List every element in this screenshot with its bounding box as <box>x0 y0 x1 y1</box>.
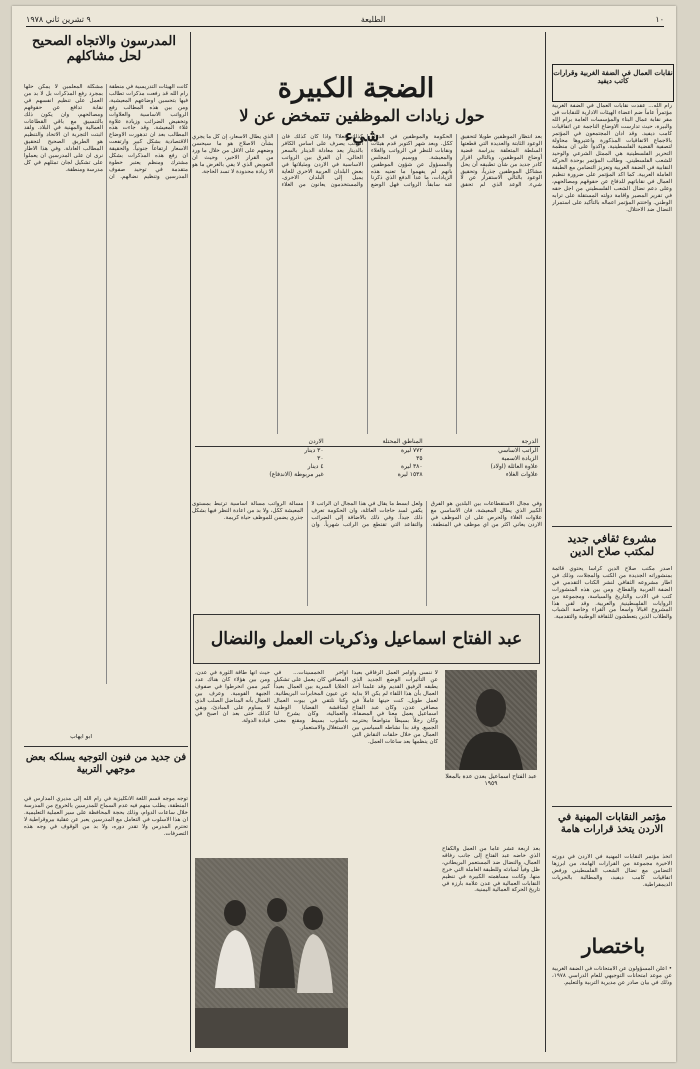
culture-column <box>552 566 672 801</box>
feature-col-2: اواخر الخمسينات... في المصافي كان يعمل على تشكيل الخلايا السرية بين العمال بعيداً عن عيون المخابرات البريطانية. وكنا نلتقي في بيوت العمال لمناقشة القضايا الوطنية والعمالية، وكان يشرح لنا بأسلوب بسيط ومقنع معنى الاستغلال والاستعمار. <box>274 670 348 732</box>
signature: ابو ايهاب <box>70 734 92 740</box>
art-column <box>24 796 188 1051</box>
table-row: الراتب الاساسي ٧٧٢ ليرة ٣٠ دينار <box>304 447 538 454</box>
portrait-figure-icon <box>445 670 537 770</box>
workers-box-title: نقابات العمال في الضفة الغربية وقرارات كاتب ديفيد <box>553 68 673 85</box>
feature-col-1b: بعد اربعة عشر عاماً من العمل والكفاح الذي خاضه عبد الفتاح إلى جانب رفاقه العمال، والنضال ضد المستعمر البريطاني، ظل وفياً لمبادئه وللطبقة العاملة التي خرج منها. وكانت مساهمته الكبيرة في تنظيم النقابات العمالية في عدن علامة بارزة في تاريخ الحركة العمالية اليمنية. <box>442 846 540 894</box>
portrait-photo <box>445 670 537 770</box>
art-body: توجه موجه قسم اللغة الانكليزية في رام الله إلى مديري المدارس في المنطقة، يطلب منهم فيه عدم السماح للمدرسين بالخروج من المدرسة خلال ساعات الدوام، وذلك بحجة المحافظة على سير العملية التعليمية. ان هذا الاسلوب في التعامل مع المدرسين يعبر عن عقلية بيروقراطية لا تحترم المدرس ولا تقدر دوره، ولا بد من الوقوف في وجه هذه التصرفات. <box>24 796 188 837</box>
column-rule <box>545 32 546 1052</box>
unions-conference-title: مؤتمر النقابات المهنية في الاردن يتخذ قرارات هامة <box>558 812 666 835</box>
feature-photo-column <box>442 670 540 840</box>
table-row: الزيادة الاسمية ٣٥ ٣٠ <box>317 455 538 462</box>
teachers-headline: المدرسون والاتجاه الصحيح لحل مشاكلهم <box>31 34 177 64</box>
briefly-title: باختصار <box>581 934 646 958</box>
main-article-body <box>192 134 542 434</box>
right-column-top <box>552 103 672 523</box>
briefly-body: • اعلن المسؤولون عن الامتحانات في الضفة الغربية عن موعد امتحانات التوجيهي للعام الدراسي ١٩٧٨، وذلك في بيان صادر عن مديرية التربية والتعليم. <box>552 966 672 987</box>
briefly-column <box>552 966 672 1036</box>
group-photo <box>195 858 348 1048</box>
page-number: ١٠ <box>655 14 664 24</box>
main-article-text-continued: وفي مجال الاستقطاعات بين البلدين هو الفرق الكبير الذي يطال المعيشة، فان الاساسي مع علاوات الغلاء والحرص على ان الموظف في الاردن يعاني اكثر من اي موظف في المنطقة. ولعل ابسط ما يقال في هذا المجال ان الراتب لا يكفي لسد حاجات العائلة، وان الحكومة تعرف ذلك جيداً. وفي ذلك بالاضافة إلى الضرائب والتقاعد التي تقتطع من الراتب شهرياً. وان مسألة الرواتب مسألة اساسية ترتبط بمستوى المعيشة ككل، ولا بد من اعادة النظر فيها بشكل جذري يضمن للموظف حياة كريمة. <box>192 501 542 528</box>
group-photo-figures-icon <box>195 858 348 1048</box>
culture-project-title: مشروع ثقافي جديد لمكتب صلاح الدين <box>567 532 657 558</box>
culture-body: اصدر مكتب صلاح الدين كراساً يحتوي قائمة بمنشوراته الجديدة من الكتب والمجلات، وذلك في اطار مشروعه الثقافي لنشر الكتاب التقدمي في الضفة الغربية والقطاع. ومن بين هذه المنشورات كتب في الادب والتاريخ والسياسة، ومجموعة من الروايات الفلسطينية والعربية. وقد لقي هذا المشروع اقبالاً واسعاً من القراء وخاصة الشباب والطلاب الذين يتعطشون للثقافة الوطنية والتقدمية. <box>552 566 672 621</box>
running-head <box>26 12 664 27</box>
table-row: علاوة العائلة (اولاد) ٣٨٠ ليرة ٤ دينار <box>307 463 538 470</box>
column-rule <box>190 32 191 1052</box>
salary-table <box>195 438 540 498</box>
newspaper-name: الطليعة <box>360 14 386 24</box>
teachers-body: كانت الهيئات التدريسية في منطقة رام الله قد رفعت مذكرات تطالب فيها بتحسين اوضاعهم المعيشية، ومن بين هذه المطالب رفع الرواتب الاساسية والعلاوات وتخفيض الضرائب وزيادة علاوة غلاء المعيشة. وقد جاءت هذه المطالب بعد ان تدهورت الاوضاع الاقتصادية بشكل كبير وارتفعت الاسعار ارتفاعاً جنونياً. والحقيقة ان رفع هذه المذكرات بشكل مشترك ومنظم يعتبر خطوة متقدمة في توحيد صفوف المدرسين وتنظيم نضالهم. ان مشكلة المعلمين لا يمكن حلها بمجرد رفع المذكرات بل لا بد من العمل على تنظيم انفسهم في نقابة تدافع عن حقوقهم ومصالحهم، وان يكون ذلك بالتنسيق مع باقي القطاعات العمالية والمهنية في البلاد. ولقد اثبتت التجربة ان الاتحاد والتنظيم هو الطريق الصحيح لتحقيق المطالب العادلة. وفي هذا الاطار نرى ان على المدرسين ان يعملوا على تشكيل لجان تمثلهم في كل مدرسة ومنطقة. <box>24 84 188 180</box>
workers-box <box>552 64 674 102</box>
table-row: علاوات الغلاء ١٥٣٨ ليرة غير مربوطة (الاندفاع) <box>269 471 538 478</box>
main-article-continued <box>192 501 542 606</box>
feature-col-1: لا ننسى واوامر العمل الرفاقي بعيداً عن التأثيرات الوضع الجديد الذي يطبقه الرفيق القديم وقد علمنا أحد العمال بأن هذا اللقاء لم يكن الا بداية لعمل طويل. كنت حينها عاملاً في مصافي عدن، وكان عبد الفتاح اسماعيل يعمل معنا في المصفاة، وكان رجلاً بسيطاً متواضعاً يحترمه الجميع. وقد بدأ نشاطه السياسي بين العمال من خلال حلقات النقاش التي كان ينظمها بعد ساعات العمل. <box>352 670 438 746</box>
feature-col-3: حيث انها طاقة الثورة في عدن، ومن بين هؤلاء كان هناك عدد كبير ممن انخرطوا في صفوف الجبهة القومية. وعرف بين العمال بأنه المناضل الصلب الذي لا يساوم على المبادئ، وبقي كذلك حتى بعد ان اصبح في قيادة الدولة. <box>195 670 270 725</box>
table-head-jordan: الاردن <box>195 438 326 447</box>
conference-column <box>552 854 672 928</box>
main-article-text: بعد انتظار الموظفين طويلاً لتحقيق الوعود الثابتة والعديدة التي قطعتها السلطة المتعلقة بدراسة قضية أوضاع الموظفين، وبالتالي اقرار كادر جديد من شأن تطبيقه أن يحل مشاكل الموظفين جذرياً، وتحقيق الوعود بالتالي الاستقرار عن لا شيء. الوعد الذي لم تحقق الحكومة والموظفين في الدولة ككل. وبعد شهر اكتوبر قدم هيئات ونقابات للنظر في الرواتب والغلاء والمعيشة. ووسيم المجلس والمسؤول عن شؤون الموظفين بانهم لم يفهموا ما تعنيه هذه الزيادات، ما عدا الدفع الذي ذكرنا عنه سابقاً. الرواتب فهل الوضع كذلك فعلاً؟ واذا كان كذلك فان الراتب يصرف على اساس الكافر بالدينار يعد معادلة الدينار بالسعر الحالي. أن الفرق بين الرواتب الاساسية في الاردن ومثيلاتها في بعض البلدان العربية الاخرى للغاية يميل إلى البلدان الاخرى. والمستخدمون يعانون من الغلاء الذي يطال الاسعار، إن كل ما يجري بشأن الاصلاح هو ما سيحسن وضعهم على الاقل من خلال ما ورد من القرار الاخير، وحيث ان التعويض الذي لا يفي بالغرض ما هو الا زيادة محدودة لا تسد الحاجة. <box>192 134 542 189</box>
portrait-caption: عبد الفتاح اسماعيل بعدن عدة بالمعلا ١٩٥٩ <box>445 773 537 787</box>
art-education-title: فن جديد من فنون التوجيه يسلكه بعض موجهي التربية <box>25 752 187 775</box>
main-subheadline: حول زيادات الموظفين تتمخض عن لا شيء <box>239 106 485 145</box>
divider <box>24 746 188 747</box>
divider <box>552 526 672 527</box>
left-column <box>24 84 188 684</box>
newspaper-page <box>12 6 676 1062</box>
table-head-grade: الدرجة <box>425 438 540 447</box>
abdel-fattah-banner: عبد الفتاح اسماعيل وذكريات العمل والنضال <box>193 614 540 664</box>
issue-date: ٩ تشرين ثاني ١٩٧٨ <box>26 14 91 24</box>
main-headline: الضجة الكبيرة <box>277 73 435 104</box>
table-head-region: المناطق المحتلة <box>326 438 425 447</box>
conference-body: اتخذ مؤتمر النقابات المهنية في الاردن في دورته الاخيرة مجموعة من القرارات الهامة، من ابرزها التضامن مع نضال الشعب الفلسطيني ورفض اتفاقيات كامب ديفيد، والمطالبة بالحريات الديمقراطية. <box>552 854 672 888</box>
divider <box>552 806 672 807</box>
workers-body: رام الله... عقدت نقابات العمال في الضفة الغربية مؤتمراً عاماً ضم اعضاء الهيئات الادارية للنقابات في مقر نقابة عمال البناء والمؤسسات العامة برام الله والبيرة، حيث تدارست الاوضاع الناجمة عن اتفاقيات كامب ديفيد. وقد ادان المجتمعون في المؤتمر بالاجماع الاتفاقيات المذكورة واعتبروها محاولة لتصفية القضية الفلسطينية. واكدوا على ان منظمة التحرير الفلسطينية هي الممثل الشرعي والوحيد للشعب الفلسطيني. وطالب المؤتمر بوحدة الحركة النقابية في الضفة الغربية وتعزيز التضامن مع الطبقة العاملة العربية. كما اكد المؤتمر على ضرورة تنظيم العمال في نقاباتهم للدفاع عن حقوقهم ومصالحهم، وعلى دعم نضال الشعب الفلسطيني من اجل حقه في تقرير المصير واقامة دولته المستقلة على ترابه الوطني. واختتم المؤتمر اعماله بالتأكيد على استمرار النضال ضد الاحتلال. <box>552 103 672 213</box>
